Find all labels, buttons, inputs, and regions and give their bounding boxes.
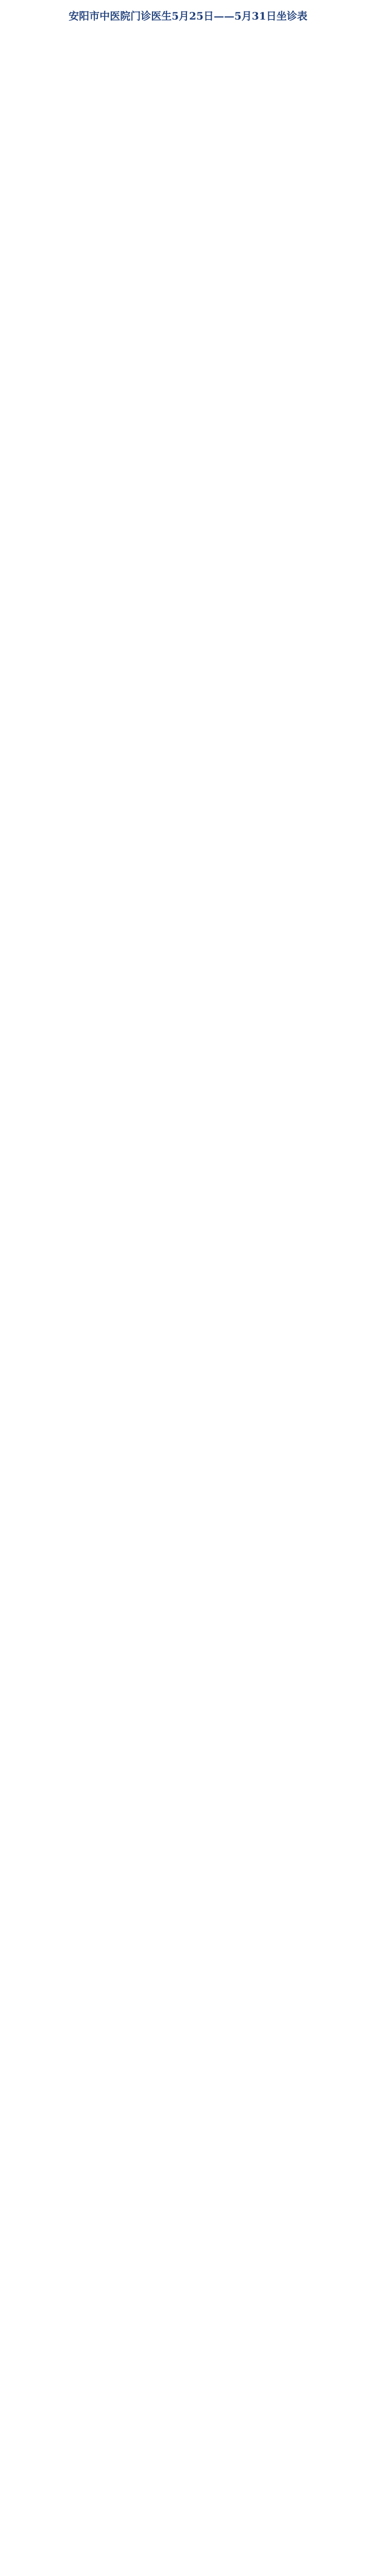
page-title: 安阳市中医院门诊医生5月25日——5月31日坐诊表 xyxy=(69,10,307,22)
